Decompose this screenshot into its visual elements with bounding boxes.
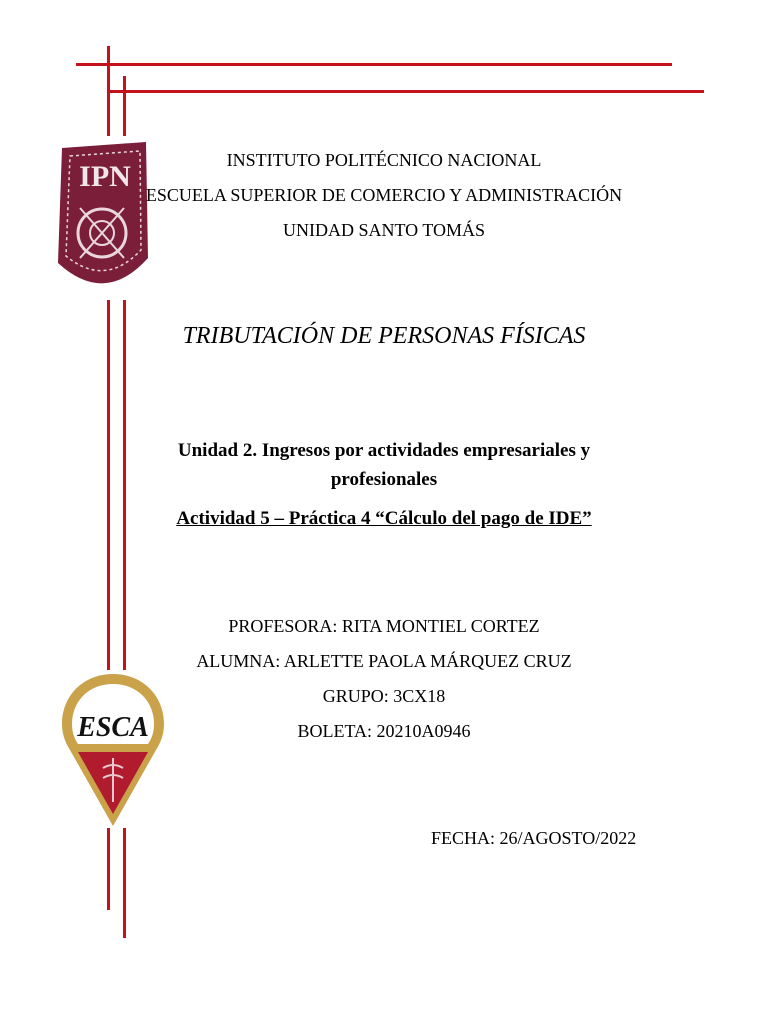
student-line: ALUMNA: ARLETTE PAOLA MÁRQUEZ CRUZ: [196, 651, 572, 671]
unit-name: UNIDAD SANTO TOMÁS: [282, 220, 486, 240]
date-line: FECHA: 26/AGOSTO/2022: [431, 828, 637, 848]
top-rule-2: [110, 90, 704, 93]
boleta-line: BOLETA: 20210A0946: [297, 721, 471, 741]
vertical-rule-2-top: [123, 76, 126, 136]
ipn-logo-text: IPN: [79, 160, 131, 193]
activity-title: Actividad 5 – Práctica 4 “Cálculo del pago de IDE”: [176, 508, 592, 529]
subject-title: TRIBUTACIÓN DE PERSONAS FÍSICAS: [182, 323, 586, 349]
vertical-rule-1-top: [107, 46, 110, 136]
esca-logo-text: ESCA: [77, 712, 149, 743]
unit-title-line1: Unidad 2. Ingresos por actividades empresariales y: [177, 440, 591, 461]
group-line: GRUPO: 3CX18: [322, 686, 446, 706]
unit-title-line2: profesionales: [330, 469, 438, 490]
vertical-rule-2-bottom: [123, 828, 126, 938]
school-name: ESCUELA SUPERIOR DE COMERCIO Y ADMINISTRACIÓN: [145, 185, 623, 205]
vertical-rule-1-bottom: [107, 828, 110, 910]
top-rule-1: [76, 63, 672, 66]
institution-name: INSTITUTO POLITÉCNICO NACIONAL: [226, 150, 542, 170]
professor-line: PROFESORA: RITA MONTIEL CORTEZ: [228, 616, 540, 636]
